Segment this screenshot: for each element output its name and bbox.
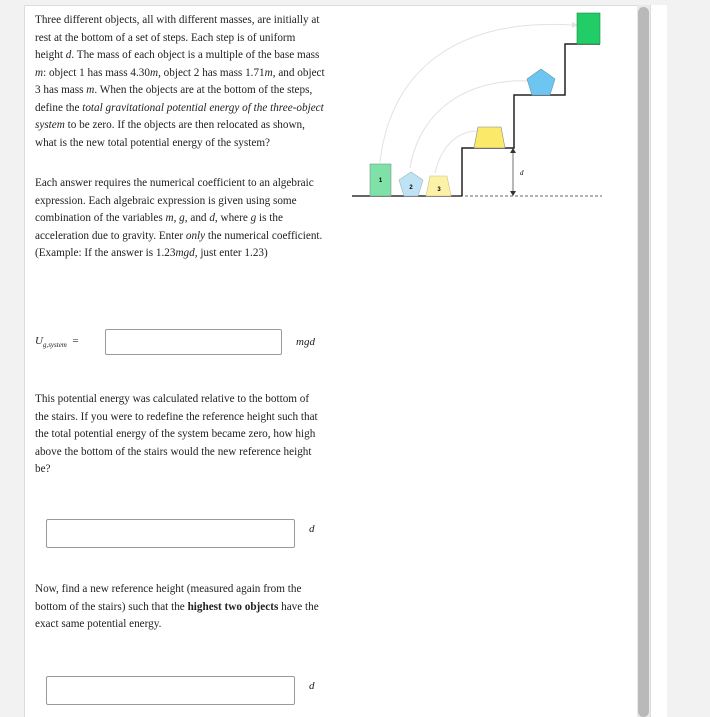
intro-text: , and object 3 has mass xyxy=(35,66,325,96)
q3-text: have the exact same potential energy. xyxy=(35,600,319,630)
var-subscript: g,system xyxy=(42,341,67,350)
answer3-unit: d xyxy=(309,679,315,692)
instructions-text: the numerical coefficient. (Example: If the answer is 1.23 xyxy=(35,229,323,259)
answer1-input[interactable] xyxy=(105,329,282,355)
object3-trapezoid xyxy=(426,176,451,196)
trajectory-arc-2 xyxy=(410,81,530,168)
moved-trapezoid xyxy=(474,127,505,148)
q3-text: Now, find a new reference height (measured again from the bottom of the stairs) such that the xyxy=(35,583,302,613)
answer1-row xyxy=(35,329,315,355)
var-m: m xyxy=(86,84,95,96)
instructions-text: is the acceleration due to gravity. Enter xyxy=(35,212,283,242)
var-m: m xyxy=(35,66,44,79)
right-gutter xyxy=(650,5,667,717)
var-U: U xyxy=(35,334,43,347)
answer3-row xyxy=(46,676,315,705)
answer1-unit: mgd xyxy=(296,336,315,348)
answer3-input[interactable] xyxy=(46,676,295,705)
q2-paragraph: This potential energy was calculated relative to the bottom of the stairs. If you were to redefine the reference height such that the total potential energy of the system became zero, how high above the bottom of the stairs would the new reference height be? xyxy=(35,393,318,475)
intro-text: to be zero. If the objects are then relocated as shown, what is the new total potential energy of the system? xyxy=(35,119,305,149)
stair-steps xyxy=(462,44,600,196)
problem-intro xyxy=(35,12,325,152)
moved-square xyxy=(577,13,600,44)
answer2-unit: d xyxy=(309,522,315,535)
emphasis-text: total gravitational potential energy of the three-object system xyxy=(35,101,324,131)
answer1-variable xyxy=(35,335,105,349)
var-m: m xyxy=(149,66,159,79)
moved-pentagon xyxy=(527,69,555,95)
answer-instructions xyxy=(35,175,325,263)
instructions-text: , and xyxy=(184,212,210,224)
question3-text xyxy=(35,581,325,634)
intro-text: : object 1 has mass 4.30 xyxy=(43,66,150,79)
intro-text: . The mass of each object is a multiple of the base mass xyxy=(71,49,320,61)
equals-sign: = xyxy=(72,334,79,347)
instructions-text: Each answer requires the numerical coefficient to an algebraic expression. Each algebraic expression is given using some combination of the variables xyxy=(35,177,314,224)
scroll-thumb[interactable] xyxy=(638,7,649,717)
intro-text: , object 2 has mass 1.71 xyxy=(158,66,265,79)
var-d: d xyxy=(65,49,72,61)
stairs-diagram xyxy=(350,8,605,208)
instructions-text: , xyxy=(173,212,180,224)
var-g: g xyxy=(250,212,257,224)
example-unit: mgd xyxy=(175,247,195,259)
instructions-text: , just enter 1.23) xyxy=(194,247,268,259)
object1-label: 1 xyxy=(378,178,383,184)
dimension-arrow-down xyxy=(510,191,516,196)
object2-label: 2 xyxy=(409,185,413,191)
trajectory-arc-3 xyxy=(435,131,480,173)
scrollbar[interactable] xyxy=(637,5,650,717)
intro-text: . When the objects are at the bottom of the steps, define the xyxy=(35,84,313,114)
var-d: d xyxy=(209,212,215,224)
answer2-row xyxy=(46,519,315,548)
intro-text: Three different objects, all with different masses, are initially at rest at the bottom of a set of steps. Each step is of uniform height xyxy=(35,14,320,61)
object3-label: 3 xyxy=(437,187,441,193)
height-label: d xyxy=(520,169,524,177)
instructions-text: , where xyxy=(214,212,251,224)
question2-text xyxy=(35,391,325,479)
var-m: m xyxy=(165,212,174,224)
answer2-input[interactable] xyxy=(46,519,295,548)
var-g: g xyxy=(179,212,185,224)
q3-bold-text: highest two objects xyxy=(187,600,279,613)
object2-pentagon xyxy=(399,172,423,196)
emphasis-text: only xyxy=(185,229,206,242)
var-m: m xyxy=(264,66,273,79)
